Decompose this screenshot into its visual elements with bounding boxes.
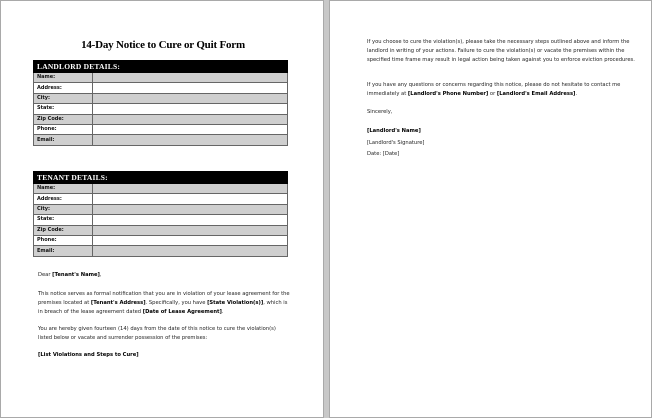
questions-text: If you have any questions or concerns regarding this notice, please do not hesitate to contact me immediately at [367, 82, 621, 97]
landlord-zip-field[interactable] [93, 114, 288, 124]
cure-paragraph: If you choose to cure the violation(s), please take the necessary steps outlined above and inform the landlord in writing of your actions. Failure to cure the violation(s) or vacate the premises within the specified time frame may result in legal action being taken against you to enforce eviction procedures. [367, 39, 635, 63]
table-row [34, 104, 288, 114]
field-label: Address: [34, 83, 93, 93]
field-label: Zip Code: [34, 225, 93, 235]
tenant-address-field[interactable] [93, 194, 288, 204]
field-label: Address: [34, 194, 93, 204]
tenant-zip-field[interactable] [93, 225, 288, 235]
field-label: Email: [34, 135, 93, 145]
tenant-state-field[interactable] [93, 215, 288, 225]
violation-placeholder: [State Violation(s)] [207, 300, 264, 306]
table-row [34, 114, 288, 124]
landlord-email-placeholder: [Landlord's Email Address] [496, 91, 576, 97]
salutation-comma: , [99, 272, 102, 278]
table-row [34, 246, 288, 256]
table-row [34, 235, 288, 245]
table-row [34, 124, 288, 134]
table-row [34, 215, 288, 225]
table-row [34, 204, 288, 214]
landlord-name-placeholder: [Landlord's Name] [367, 128, 421, 134]
salutation [38, 271, 288, 280]
violations-list-placeholder: [List Violations and Steps to Cure] [38, 352, 139, 358]
field-label: Zip Code: [34, 114, 93, 124]
notice-text: . Specifically, you have [145, 300, 208, 306]
field-label: State: [34, 104, 93, 114]
notice-text: This notice serves as formal notification that you are in violation of your lease agreement for the premises located at [38, 291, 290, 306]
tenant-details-table [33, 171, 288, 257]
table-row [34, 73, 288, 83]
tenant-city-field[interactable] [93, 204, 288, 214]
closing: Sincerely, [367, 109, 393, 115]
landlord-details-header: LANDLORD DETAILS: [34, 61, 288, 73]
notice-text: , which is in breach of the lease agreement dated [38, 300, 288, 315]
notice-paragraph [38, 290, 290, 317]
landlord-address-field[interactable] [93, 83, 288, 93]
date-line: Date: [Date] [367, 151, 400, 157]
table-row [34, 194, 288, 204]
tenant-name-field[interactable] [93, 184, 288, 194]
table-row [34, 184, 288, 194]
tenant-phone-field[interactable] [93, 235, 288, 245]
landlord-name-field[interactable] [93, 73, 288, 83]
field-label: Email: [34, 246, 93, 256]
lease-date-placeholder: [Date of Lease Agreement] [142, 309, 222, 315]
table-row [34, 225, 288, 235]
questions-text: or [488, 91, 497, 97]
table-row [34, 135, 288, 145]
landlord-email-field[interactable] [93, 135, 288, 145]
field-label: Name: [34, 184, 93, 194]
field-label: City: [34, 204, 93, 214]
landlord-details-table [33, 60, 288, 146]
document-title: 14-Day Notice to Cure or Quit Form [81, 39, 245, 51]
landlord-phone-field[interactable] [93, 124, 288, 134]
given-paragraph: You are hereby given fourteen (14) days from the date of this notice to cure the violation(s) listed below or vacate and surrender possession of the premises: [38, 326, 276, 341]
salutation-text: Dear [38, 272, 53, 278]
questions-paragraph [367, 81, 637, 99]
landlord-signature-placeholder: [Landlord's Signature] [367, 140, 425, 146]
field-label: Phone: [34, 235, 93, 245]
table-row [34, 83, 288, 93]
landlord-phone-placeholder: [Landlord's Phone Number] [407, 91, 489, 97]
tenant-details-header: TENANT DETAILS: [34, 172, 288, 184]
tenant-email-field[interactable] [93, 246, 288, 256]
field-label: Phone: [34, 124, 93, 134]
questions-text: . [575, 91, 578, 97]
field-label: Name: [34, 73, 93, 83]
landlord-city-field[interactable] [93, 93, 288, 103]
field-label: City: [34, 93, 93, 103]
field-label: State: [34, 215, 93, 225]
table-row [34, 93, 288, 103]
landlord-state-field[interactable] [93, 104, 288, 114]
tenant-address-placeholder: [Tenant's Address] [90, 300, 146, 306]
notice-text: . [221, 309, 224, 315]
tenant-name-placeholder: [Tenant's Name] [52, 272, 100, 278]
